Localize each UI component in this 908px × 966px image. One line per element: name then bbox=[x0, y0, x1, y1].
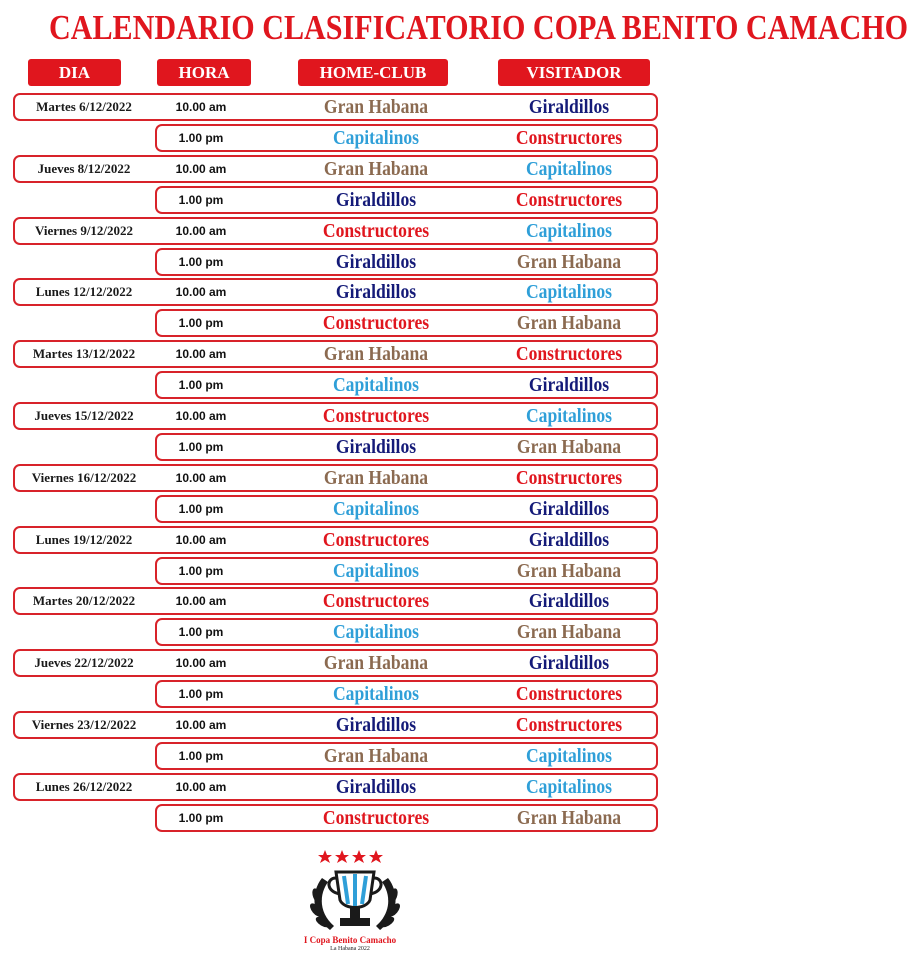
visitor-team: Gran Habana bbox=[516, 251, 622, 273]
match-time: 1.00 pm bbox=[178, 255, 224, 269]
header-dia: DIA bbox=[28, 59, 121, 86]
visitor-team: Constructores bbox=[515, 127, 623, 149]
schedule-row bbox=[0, 711, 700, 739]
schedule-row bbox=[0, 155, 700, 183]
home-team: Capitalinos bbox=[332, 560, 420, 582]
home-team: Constructores bbox=[322, 312, 430, 334]
match-time: 1.00 pm bbox=[178, 193, 224, 207]
schedule-row bbox=[0, 464, 700, 492]
visitor-team: Gran Habana bbox=[516, 560, 622, 582]
match-day: Lunes 26/12/2022 bbox=[35, 779, 133, 794]
schedule-row bbox=[0, 773, 700, 801]
home-team: Constructores bbox=[322, 405, 430, 427]
match-time: 1.00 pm bbox=[178, 687, 224, 701]
visitor-team: Capitalinos bbox=[525, 776, 613, 798]
home-team: Gran Habana bbox=[323, 96, 429, 118]
visitor-team: Giraldillos bbox=[528, 498, 610, 520]
home-team: Constructores bbox=[322, 807, 430, 829]
match-day: Martes 20/12/2022 bbox=[32, 593, 136, 608]
schedule-row bbox=[0, 618, 700, 646]
visitor-team: Constructores bbox=[515, 189, 623, 211]
home-team: Giraldillos bbox=[335, 436, 417, 458]
logo-caption: I Copa Benito Camacho bbox=[303, 935, 397, 945]
home-team: Capitalinos bbox=[332, 374, 420, 396]
match-time: 1.00 pm bbox=[178, 749, 224, 763]
home-team: Gran Habana bbox=[323, 343, 429, 365]
header-hora: HORA bbox=[157, 59, 251, 86]
match-time: 1.00 pm bbox=[178, 378, 224, 392]
home-team: Giraldillos bbox=[335, 776, 417, 798]
match-time: 1.00 pm bbox=[178, 564, 224, 578]
schedule-row bbox=[0, 804, 700, 832]
schedule-row bbox=[0, 402, 700, 430]
home-team: Gran Habana bbox=[323, 652, 429, 674]
home-team: Gran Habana bbox=[323, 467, 429, 489]
match-time: 10.00 am bbox=[175, 100, 227, 114]
home-team: Capitalinos bbox=[332, 621, 420, 643]
match-time: 10.00 am bbox=[175, 285, 227, 299]
schedule-row bbox=[0, 495, 700, 523]
visitor-team: Capitalinos bbox=[525, 220, 613, 242]
visitor-team: Capitalinos bbox=[525, 745, 613, 767]
match-time: 10.00 am bbox=[175, 656, 227, 670]
schedule-row bbox=[0, 124, 700, 152]
stars-icon bbox=[318, 850, 383, 863]
match-day: Martes 6/12/2022 bbox=[36, 99, 132, 114]
visitor-team: Giraldillos bbox=[528, 590, 610, 612]
schedule-row bbox=[0, 93, 700, 121]
visitor-team: Giraldillos bbox=[528, 652, 610, 674]
home-team: Capitalinos bbox=[332, 127, 420, 149]
match-time: 10.00 am bbox=[175, 224, 227, 238]
match-day: Jueves 22/12/2022 bbox=[34, 655, 134, 670]
visitor-team: Gran Habana bbox=[516, 807, 622, 829]
schedule-row bbox=[0, 340, 700, 368]
match-time: 1.00 pm bbox=[178, 440, 224, 454]
schedule-row bbox=[0, 587, 700, 615]
schedule-row bbox=[0, 371, 700, 399]
home-team: Giraldillos bbox=[335, 189, 417, 211]
schedule-row bbox=[0, 649, 700, 677]
home-team: Capitalinos bbox=[332, 498, 420, 520]
schedule-row bbox=[0, 278, 700, 306]
match-time: 1.00 pm bbox=[178, 811, 224, 825]
match-day: Viernes 9/12/2022 bbox=[34, 223, 134, 238]
visitor-team: Gran Habana bbox=[516, 312, 622, 334]
schedule-row bbox=[0, 742, 700, 770]
match-day: Viernes 23/12/2022 bbox=[31, 717, 137, 732]
home-team: Giraldillos bbox=[335, 714, 417, 736]
home-team: Gran Habana bbox=[323, 158, 429, 180]
home-team: Giraldillos bbox=[335, 281, 417, 303]
schedule-row bbox=[0, 217, 700, 245]
visitor-team: Capitalinos bbox=[525, 158, 613, 180]
match-day: Jueves 15/12/2022 bbox=[34, 408, 134, 423]
visitor-team: Gran Habana bbox=[516, 436, 622, 458]
header-visitador: VISITADOR bbox=[498, 59, 650, 86]
schedule-row bbox=[0, 680, 700, 708]
visitor-team: Capitalinos bbox=[525, 281, 613, 303]
logo-subcaption: La Habana 2022 bbox=[330, 946, 370, 952]
match-time: 1.00 pm bbox=[178, 502, 224, 516]
match-day: Lunes 12/12/2022 bbox=[35, 284, 133, 299]
home-team: Constructores bbox=[322, 220, 430, 242]
match-time: 10.00 am bbox=[175, 162, 227, 176]
home-team: Constructores bbox=[322, 590, 430, 612]
match-time: 10.00 am bbox=[175, 471, 227, 485]
home-team: Capitalinos bbox=[332, 683, 420, 705]
match-time: 10.00 am bbox=[175, 347, 227, 361]
visitor-team: Constructores bbox=[515, 683, 623, 705]
visitor-team: Constructores bbox=[515, 467, 623, 489]
visitor-team: Giraldillos bbox=[528, 374, 610, 396]
visitor-team: Gran Habana bbox=[516, 621, 622, 643]
match-day: Viernes 16/12/2022 bbox=[31, 470, 137, 485]
match-time: 1.00 pm bbox=[178, 316, 224, 330]
header-home-club: HOME-CLUB bbox=[298, 59, 448, 86]
match-time: 10.00 am bbox=[175, 718, 227, 732]
match-time: 1.00 pm bbox=[178, 131, 224, 145]
match-time: 10.00 am bbox=[175, 533, 227, 547]
schedule-row bbox=[0, 186, 700, 214]
schedule-row bbox=[0, 433, 700, 461]
match-time: 10.00 am bbox=[175, 780, 227, 794]
match-day: Martes 13/12/2022 bbox=[32, 346, 136, 361]
visitor-team: Capitalinos bbox=[525, 405, 613, 427]
page-title: CALENDARIO CLASIFICATORIO COPA BENITO CAMACHO bbox=[49, 8, 908, 47]
visitor-team: Constructores bbox=[515, 714, 623, 736]
visitor-team: Giraldillos bbox=[528, 529, 610, 551]
match-time: 1.00 pm bbox=[178, 625, 224, 639]
schedule-row bbox=[0, 557, 700, 585]
home-team: Giraldillos bbox=[335, 251, 417, 273]
schedule-row bbox=[0, 309, 700, 337]
visitor-team: Giraldillos bbox=[528, 96, 610, 118]
match-day: Lunes 19/12/2022 bbox=[35, 532, 133, 547]
match-day: Jueves 8/12/2022 bbox=[37, 161, 131, 176]
match-time: 10.00 am bbox=[175, 409, 227, 423]
match-time: 10.00 am bbox=[175, 594, 227, 608]
home-team: Gran Habana bbox=[323, 745, 429, 767]
visitor-team: Constructores bbox=[515, 343, 623, 365]
home-team: Constructores bbox=[322, 529, 430, 551]
schedule-row bbox=[0, 248, 700, 276]
schedule-row bbox=[0, 526, 700, 554]
